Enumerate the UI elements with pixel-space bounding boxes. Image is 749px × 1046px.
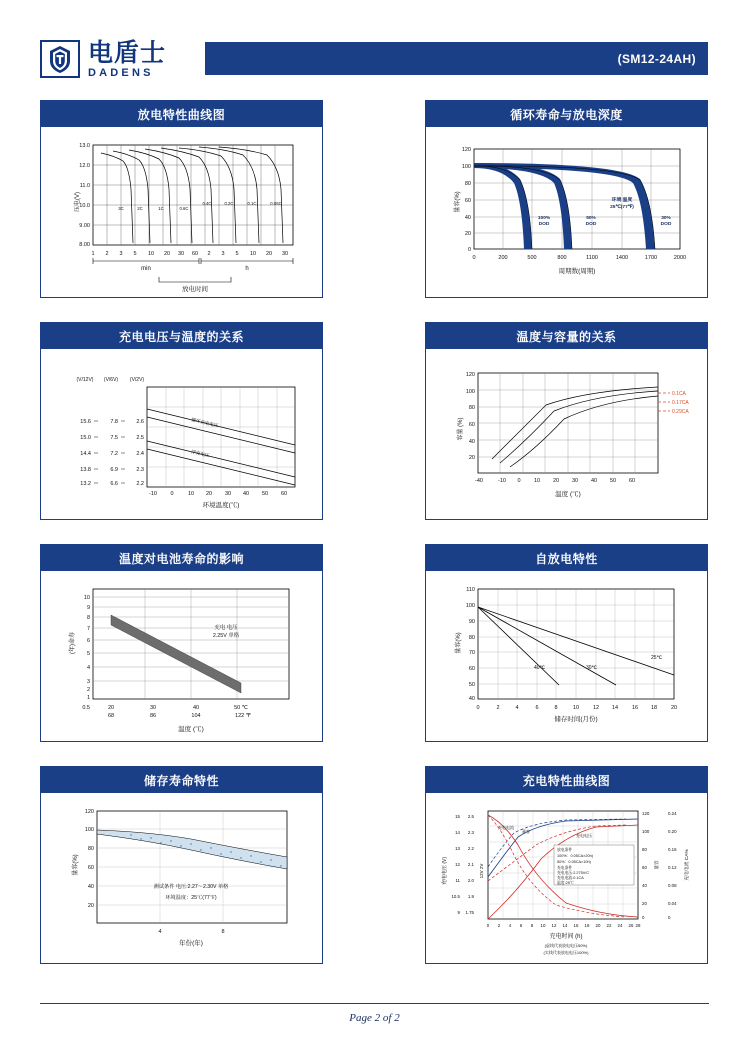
svg-text:(年)命寿: (年)命寿: [70, 632, 76, 654]
svg-text:量容(%): 量容(%): [455, 191, 461, 213]
svg-text:2.6: 2.6: [136, 419, 144, 425]
svg-text:1100: 1100: [586, 255, 598, 261]
svg-text:充电时间 (h): 充电时间 (h): [549, 934, 583, 940]
svg-text:2.4: 2.4: [136, 451, 144, 457]
svg-text:20: 20: [642, 901, 647, 906]
svg-text:6: 6: [86, 638, 90, 644]
svg-text:min: min: [141, 266, 151, 272]
svg-text:20: 20: [670, 705, 678, 711]
svg-text:2.5: 2.5: [136, 435, 144, 441]
svg-text:3: 3: [86, 679, 90, 685]
svg-text:68: 68: [107, 713, 115, 719]
svg-text:100: 100: [642, 829, 650, 834]
chart-body: [41, 127, 322, 297]
svg-text:0: 0: [486, 923, 490, 928]
svg-text:DOD: DOD: [660, 222, 672, 227]
svg-text:80: 80: [87, 846, 94, 852]
svg-text:0.1CA: 0.1CA: [672, 391, 686, 397]
svg-text:15.6: 15.6: [80, 419, 91, 425]
chart-card-storage-life: [40, 766, 323, 964]
svg-text:放电时间: 放电时间: [182, 286, 208, 293]
svg-text:1C: 1C: [158, 206, 164, 211]
svg-text:15: 15: [455, 814, 460, 819]
svg-text:20: 20: [265, 251, 273, 257]
svg-text:18: 18: [650, 705, 658, 711]
svg-text:16: 16: [573, 923, 579, 928]
svg-text:30℃: 30℃: [586, 665, 598, 671]
logo-mark-icon: [40, 40, 80, 78]
svg-text:量容(%): 量容(%): [73, 854, 79, 876]
svg-text:8: 8: [86, 615, 90, 621]
svg-text:80: 80: [642, 847, 647, 852]
svg-text:30: 30: [177, 251, 185, 257]
svg-text:22: 22: [606, 923, 612, 928]
svg-text:104: 104: [191, 713, 201, 719]
svg-text:充电电压 (V): 充电电压 (V): [442, 856, 448, 886]
chart-body: [426, 127, 707, 297]
svg-text:10: 10: [147, 251, 155, 257]
brand-text: [88, 37, 167, 79]
chart-title: 循环寿命与放电深度: [426, 101, 707, 127]
svg-text:2: 2: [86, 687, 90, 693]
svg-text:环境温度：25℃(77℉): 环境温度：25℃(77℉): [165, 895, 217, 901]
svg-text:60: 60: [191, 251, 199, 257]
svg-text:充电电流: 充电电流: [498, 825, 514, 830]
svg-text:2: 2: [496, 705, 500, 711]
svg-text:5: 5: [133, 251, 137, 257]
svg-text:120: 120: [84, 809, 94, 815]
svg-text:100: 100: [84, 827, 94, 833]
chart-card-cycle-life-dod: [425, 100, 708, 298]
svg-text:20: 20: [87, 903, 94, 909]
svg-text:8: 8: [221, 929, 225, 935]
svg-text:200: 200: [498, 255, 508, 261]
chart-title: 储存寿命特性: [41, 767, 322, 793]
svg-text:120: 120: [642, 811, 650, 816]
svg-text:80: 80: [468, 405, 475, 411]
svg-text:14.4: 14.4: [80, 451, 91, 457]
svg-text:(虚线代表放电电压50%): (虚线代表放电电压50%): [544, 943, 588, 948]
svg-text:0: 0: [476, 705, 480, 711]
chart-title: 充电电压与温度的关系: [41, 323, 322, 349]
chart-card-self-discharge: [425, 544, 708, 742]
svg-text:储存时间(月份): 储存时间(月份): [554, 716, 598, 723]
svg-text:0: 0: [642, 915, 645, 920]
svg-text:10: 10: [187, 491, 195, 497]
svg-text:放电条件: 放电条件: [557, 848, 573, 852]
svg-text:50: 50: [468, 682, 475, 688]
svg-text:2: 2: [207, 251, 211, 257]
svg-text:量容: 量容: [522, 829, 530, 834]
chart-card-charge-characteristics: [425, 766, 708, 964]
svg-text:100%: 100%: [537, 216, 551, 221]
svg-text:(V/12V): (V/12V): [76, 377, 94, 383]
svg-text:14: 14: [455, 830, 460, 835]
svg-text:13.0: 13.0: [79, 143, 90, 149]
svg-text:500: 500: [527, 255, 537, 261]
svg-text:14: 14: [611, 705, 619, 711]
svg-text:年份(年): 年份(年): [179, 940, 203, 947]
model-banner: [205, 42, 708, 75]
svg-text:7.2: 7.2: [110, 451, 118, 457]
svg-text:60: 60: [642, 865, 647, 870]
svg-text:充电条件: 充电条件: [557, 866, 573, 870]
svg-text:4: 4: [515, 705, 519, 711]
svg-text:40: 40: [468, 696, 475, 702]
svg-text:(V/2V): (V/2V): [129, 377, 145, 383]
svg-text:86: 86: [149, 713, 157, 719]
svg-text:50%: 50%: [586, 216, 596, 221]
svg-text:110: 110: [466, 587, 475, 593]
svg-text:0: 0: [517, 478, 521, 484]
svg-text:0.08: 0.08: [668, 883, 677, 888]
svg-text:8: 8: [530, 923, 534, 928]
chart-body: [426, 793, 707, 963]
svg-text:2.3: 2.3: [467, 830, 474, 835]
svg-text:26: 26: [628, 923, 634, 928]
svg-text:0.04: 0.04: [668, 901, 677, 906]
chart-body: [41, 571, 322, 741]
svg-text:12: 12: [551, 923, 557, 928]
svg-text:DOD: DOD: [585, 222, 597, 227]
svg-text:30%: 30%: [661, 216, 671, 221]
svg-text:20: 20: [107, 705, 115, 711]
svg-text:40: 40: [642, 883, 647, 888]
svg-text:60: 60: [280, 491, 288, 497]
chart-title: 温度与容量的关系: [426, 323, 707, 349]
svg-text:10: 10: [249, 251, 257, 257]
svg-text:13.8: 13.8: [80, 467, 91, 473]
svg-text:25℃: 25℃: [651, 655, 663, 661]
svg-text:11: 11: [455, 878, 460, 883]
brand-name-cn: 电盾士: [88, 37, 167, 67]
svg-text:压电(V): 压电(V): [75, 192, 81, 212]
svg-text:5: 5: [235, 251, 239, 257]
svg-text:100: 100: [461, 164, 471, 170]
svg-text:0: 0: [472, 255, 476, 261]
svg-text:30: 30: [224, 491, 232, 497]
svg-text:50: 50: [609, 478, 617, 484]
svg-text:11.0: 11.0: [79, 183, 90, 189]
svg-text:0: 0: [467, 247, 471, 253]
svg-text:40: 40: [192, 705, 200, 711]
svg-text:温度 (℃): 温度 (℃): [555, 491, 581, 498]
charts-grid: [40, 100, 708, 964]
svg-text:0.24: 0.24: [668, 811, 677, 816]
chart-body: [41, 349, 322, 519]
svg-text:6.6: 6.6: [110, 481, 118, 487]
svg-text:9: 9: [457, 910, 460, 915]
svg-text:1.75: 1.75: [465, 910, 474, 915]
svg-text:30: 30: [149, 705, 157, 711]
svg-text:60: 60: [628, 478, 636, 484]
svg-text:0.16: 0.16: [668, 847, 677, 852]
svg-text:12: 12: [592, 705, 600, 711]
svg-text:0: 0: [668, 915, 671, 920]
svg-text:20: 20: [595, 923, 601, 928]
svg-text:20: 20: [552, 478, 560, 484]
svg-text:3C: 3C: [118, 206, 124, 211]
svg-text:80: 80: [468, 635, 475, 641]
svg-text:100: 100: [465, 603, 475, 609]
svg-text:2.0: 2.0: [467, 878, 474, 883]
svg-text:充电电流 CA%: 充电电流 CA%: [685, 849, 690, 881]
svg-text:100%：0.05CA×20h): 100%：0.05CA×20h): [557, 854, 593, 858]
svg-text:温度 (℃): 温度 (℃): [178, 726, 204, 733]
svg-text:充电电流:0.1CA: 充电电流:0.1CA: [557, 876, 584, 880]
svg-text:40: 40: [468, 439, 475, 445]
svg-text:50 ℃: 50 ℃: [234, 705, 248, 711]
brand-logo: [40, 38, 166, 80]
svg-text:0.05C: 0.05C: [270, 201, 282, 206]
svg-text:4: 4: [158, 929, 162, 935]
svg-text:15.0: 15.0: [80, 435, 91, 441]
chart-title: 充电特性曲线图: [426, 767, 707, 793]
svg-text:环境 温度: 环境 温度: [611, 198, 633, 203]
svg-text:(V/6V): (V/6V): [103, 377, 119, 383]
chart-card-discharge-characteristics: [40, 100, 323, 298]
svg-text:循环充电电压: 循环充电电压: [190, 417, 219, 429]
svg-text:120: 120: [461, 147, 471, 153]
svg-text:2: 2: [105, 251, 109, 257]
svg-text:28: 28: [635, 923, 641, 928]
svg-text:7.5: 7.5: [110, 435, 118, 441]
svg-text:40: 40: [464, 215, 471, 221]
svg-text:20: 20: [468, 455, 475, 461]
svg-text:10.5: 10.5: [451, 894, 460, 899]
chart-body: [426, 571, 707, 741]
chart-card-charge-voltage-temperature: [40, 322, 323, 520]
svg-text:-10: -10: [498, 478, 506, 484]
svg-text:4: 4: [86, 665, 90, 671]
svg-text:90: 90: [468, 619, 475, 625]
svg-text:40: 40: [590, 478, 598, 484]
svg-text:3: 3: [221, 251, 225, 257]
svg-text:7: 7: [86, 626, 90, 632]
svg-text:2.25V 单格: 2.25V 单格: [212, 633, 240, 639]
page-footer: [40, 1003, 709, 1024]
svg-text:10: 10: [83, 595, 90, 601]
svg-text:10: 10: [533, 478, 541, 484]
svg-text:测试条件 电压:2.27～2.30V 单格: 测试条件 电压:2.27～2.30V 单格: [153, 884, 229, 890]
svg-text:60: 60: [464, 198, 471, 204]
svg-text:13.2: 13.2: [80, 481, 91, 487]
svg-text:800: 800: [557, 255, 567, 261]
svg-text:环境温度(℃): 环境温度(℃): [202, 502, 240, 509]
page-header: [40, 38, 708, 80]
svg-text:0.20: 0.20: [668, 829, 677, 834]
svg-text:2: 2: [497, 923, 501, 928]
brand-name-en: DADENS: [88, 66, 154, 79]
svg-text:10: 10: [572, 705, 580, 711]
svg-text:12.0: 12.0: [79, 163, 90, 169]
svg-text:60: 60: [468, 666, 475, 672]
svg-text:0.1C: 0.1C: [247, 201, 257, 206]
svg-text:10: 10: [540, 923, 546, 928]
svg-text:8: 8: [554, 705, 558, 711]
svg-text:容量 (%): 容量 (%): [458, 417, 464, 441]
svg-text:9.00: 9.00: [79, 223, 90, 229]
svg-text:30: 30: [281, 251, 289, 257]
svg-text:30: 30: [571, 478, 579, 484]
chart-body: [41, 793, 322, 963]
svg-text:12: 12: [455, 862, 460, 867]
svg-text:2.3: 2.3: [136, 467, 144, 473]
chart-title: 温度对电池寿命的影响: [41, 545, 322, 571]
svg-text:0.4C: 0.4C: [202, 201, 212, 206]
svg-text:4: 4: [508, 923, 512, 928]
chart-title: 自放电特性: [426, 545, 707, 571]
svg-text:1: 1: [86, 695, 90, 701]
svg-text:25℃(77℉): 25℃(77℉): [610, 205, 634, 210]
svg-text:70: 70: [468, 650, 475, 656]
svg-text:2C: 2C: [137, 206, 143, 211]
svg-text:2.2: 2.2: [136, 481, 144, 487]
svg-text:40: 40: [87, 884, 94, 890]
svg-text:10.0: 10.0: [79, 203, 90, 209]
svg-text:充电电压: 充电电压: [576, 833, 592, 838]
svg-text:20: 20: [163, 251, 171, 257]
svg-text:0.6C: 0.6C: [179, 206, 189, 211]
svg-text:14: 14: [562, 923, 568, 928]
svg-text:0.29CA: 0.29CA: [672, 409, 689, 415]
svg-text:h: h: [245, 266, 249, 272]
svg-text:100: 100: [465, 389, 475, 395]
chart-title: 放电特性曲线图: [41, 101, 322, 127]
svg-text:0.17CA: 0.17CA: [672, 400, 689, 406]
svg-text:6: 6: [519, 923, 523, 928]
chart-body: [426, 349, 707, 519]
svg-text:6.9: 6.9: [110, 467, 118, 473]
svg-text:6: 6: [535, 705, 539, 711]
svg-text:24: 24: [617, 923, 623, 928]
svg-text:80: 80: [464, 181, 471, 187]
svg-text:量容(%): 量容(%): [456, 632, 462, 654]
svg-text:12V 2V: 12V 2V: [479, 863, 484, 879]
svg-text:122 ℉: 122 ℉: [235, 713, 251, 719]
svg-text:温度:25℃: 温度:25℃: [557, 881, 574, 885]
svg-text:120: 120: [465, 372, 475, 378]
svg-text:0.2C: 0.2C: [224, 201, 234, 206]
model-label: (SM12-24AH): [617, 51, 696, 66]
svg-text:13: 13: [455, 846, 460, 851]
svg-text:1: 1: [91, 251, 95, 257]
svg-text:充电 电压: 充电 电压: [214, 625, 238, 631]
svg-text:50%：0.05CA×10h): 50%：0.05CA×10h): [557, 860, 591, 864]
svg-text:40℃: 40℃: [534, 665, 546, 671]
svg-text:9: 9: [86, 605, 90, 611]
svg-text:-10: -10: [149, 491, 157, 497]
svg-text:60: 60: [87, 865, 94, 871]
svg-text:充电电压:2.275V/C: 充电电压:2.275V/C: [557, 871, 590, 875]
svg-text:浮充电压: 浮充电压: [190, 449, 210, 459]
svg-text:2.5: 2.5: [467, 814, 474, 819]
svg-text:-40: -40: [475, 478, 483, 484]
svg-text:20: 20: [205, 491, 213, 497]
svg-text:5: 5: [86, 651, 90, 657]
svg-text:16: 16: [631, 705, 639, 711]
svg-text:周期数(周期): 周期数(周期): [558, 268, 596, 275]
svg-text:50: 50: [261, 491, 269, 497]
footer-divider: [40, 1003, 709, 1004]
svg-text:60: 60: [468, 422, 475, 428]
svg-text:0.12: 0.12: [668, 865, 677, 870]
svg-text:量容: 量容: [654, 860, 659, 870]
svg-text:2.1: 2.1: [467, 862, 474, 867]
svg-text:0: 0: [170, 491, 174, 497]
svg-text:1.9: 1.9: [467, 894, 474, 899]
svg-text:(实线代表放电电压100%): (实线代表放电电压100%): [543, 950, 589, 955]
chart-card-temperature-life: [40, 544, 323, 742]
svg-text:18: 18: [584, 923, 590, 928]
svg-text:7.8: 7.8: [110, 419, 118, 425]
svg-text:1400: 1400: [615, 255, 629, 261]
page-number: Page 2 of 2: [349, 1012, 400, 1024]
svg-text:20: 20: [464, 231, 471, 237]
svg-text:40: 40: [242, 491, 250, 497]
svg-text:DOD: DOD: [538, 222, 550, 227]
chart-card-temperature-capacity: [425, 322, 708, 520]
svg-text:3: 3: [119, 251, 123, 257]
svg-text:2000: 2000: [673, 255, 687, 261]
svg-text:1700: 1700: [644, 255, 658, 261]
svg-text:2.2: 2.2: [467, 846, 474, 851]
svg-text:8.00: 8.00: [79, 242, 90, 248]
svg-text:0.5: 0.5: [82, 705, 90, 711]
